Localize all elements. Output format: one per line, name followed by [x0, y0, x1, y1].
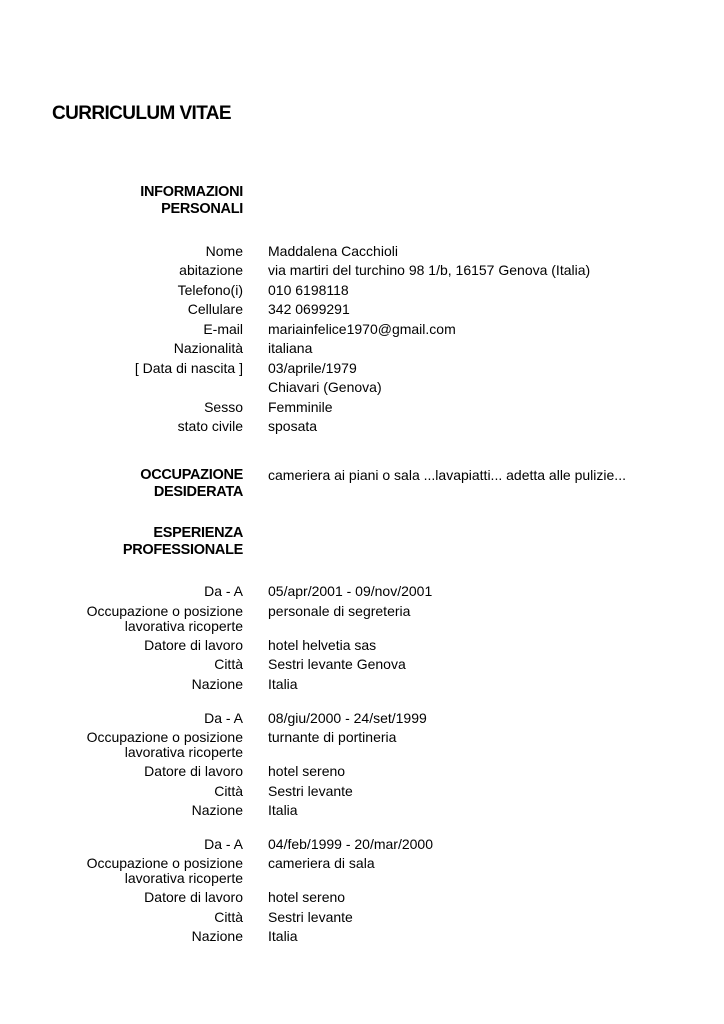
field-value: turnante di portineria [268, 729, 397, 745]
field-row-marital-status [0, 416, 724, 436]
field-label: [ Data di nascita ] [134, 360, 243, 376]
field-value: via martiri del turchino 98 1/b, 16157 Genova (Italia) [268, 262, 591, 278]
field-label: Nazione [191, 802, 243, 818]
section-heading-line: OCCUPAZIONE [140, 467, 243, 483]
field-label: Datore di lavoro [144, 637, 243, 653]
field-label: Città [214, 783, 243, 799]
section-heading-line: INFORMAZIONI [140, 184, 243, 200]
field-value: Sestri levante [268, 783, 353, 799]
field-value: cameriera ai piani o sala ...lavapiatti... adetta alle pulizie... [268, 467, 626, 483]
field-row-phone [0, 280, 724, 300]
section-heading-line: ESPERIENZA [153, 525, 243, 541]
field-value: Italia [268, 928, 298, 944]
field-row-city [0, 654, 724, 674]
field-value: hotel helvetia sas [268, 637, 377, 653]
field-label: lavorativa ricoperte [124, 870, 243, 886]
field-label: Da - A [204, 836, 243, 852]
field-row-desired-occupation [0, 465, 724, 485]
field-label: Città [214, 909, 243, 925]
section-heading-line: PROFESSIONALE [122, 542, 243, 558]
field-label: E-mail [203, 321, 243, 337]
section-heading-personal [140, 184, 243, 218]
field-label: Occupazione o posizione [86, 855, 243, 871]
field-row-mobile [0, 299, 724, 319]
field-label: Sesso [204, 399, 243, 415]
field-row-nationality [0, 338, 724, 358]
field-value: hotel sereno [268, 889, 346, 905]
field-label: Città [214, 656, 243, 672]
field-row-employer [0, 761, 724, 781]
field-label: Nazione [191, 928, 243, 944]
field-value: Chiavari (Genova) [268, 379, 382, 395]
section-heading-experience [123, 525, 243, 559]
field-row-country [0, 926, 724, 946]
field-row-address [0, 260, 724, 280]
field-label: lavorativa ricoperte [124, 744, 243, 760]
field-label: abitazione [179, 262, 243, 278]
field-value: cameriera di sala [268, 855, 375, 871]
field-value: Femminile [268, 399, 333, 415]
field-label: Cellulare [187, 301, 243, 317]
field-label: Da - A [204, 710, 243, 726]
field-label: Nazione [191, 676, 243, 692]
field-row-country [0, 800, 724, 820]
field-value: Italia [268, 676, 298, 692]
field-value: 010 6198118 [268, 282, 349, 298]
field-value: sposata [268, 418, 318, 434]
field-label: Nazionalità [173, 340, 243, 356]
field-row-dates [0, 581, 724, 601]
field-row-employer [0, 635, 724, 655]
field-row-city [0, 781, 724, 801]
field-value: Italia [268, 802, 298, 818]
field-value: 08/giu/2000 - 24/set/1999 [268, 710, 427, 726]
field-row-sex [0, 397, 724, 417]
field-value: Maddalena Cacchioli [268, 243, 398, 259]
field-row-dates [0, 708, 724, 728]
field-row-name [0, 241, 724, 261]
field-label: Da - A [204, 583, 243, 599]
field-value: mariainfelice1970@gmail.com [268, 321, 456, 337]
field-value: 05/apr/2001 - 09/nov/2001 [268, 583, 433, 599]
page-title: CURRICULUM VITAE [52, 103, 231, 124]
section-heading-line: PERSONALI [161, 201, 243, 217]
field-label: Nome [205, 243, 243, 259]
field-value: personale di segreteria [268, 603, 411, 619]
field-label: Datore di lavoro [144, 763, 243, 779]
field-value: hotel sereno [268, 763, 346, 779]
field-value: Sestri levante [268, 909, 353, 925]
field-value: Sestri levante Genova [268, 656, 406, 672]
field-row-email [0, 319, 724, 339]
section-heading-line: DESIDERATA [153, 484, 243, 500]
field-row-country [0, 674, 724, 694]
field-row-dates [0, 834, 724, 854]
field-label: stato civile [177, 418, 243, 434]
field-row-employer [0, 887, 724, 907]
field-label: Telefono(i) [177, 282, 243, 298]
field-row-birthplace [0, 377, 724, 397]
field-label: lavorativa ricoperte [124, 618, 243, 634]
field-value: 04/feb/1999 - 20/mar/2000 [268, 836, 434, 852]
field-row-city [0, 907, 724, 927]
field-label: Occupazione o posizione [86, 729, 243, 745]
field-value: 03/aprile/1979 [268, 360, 357, 376]
field-row-birthdate [0, 358, 724, 378]
field-value: italiana [268, 340, 313, 356]
field-value: 342 0699291 [268, 301, 350, 317]
field-label: Datore di lavoro [144, 889, 243, 905]
field-label: Occupazione o posizione [86, 603, 243, 619]
